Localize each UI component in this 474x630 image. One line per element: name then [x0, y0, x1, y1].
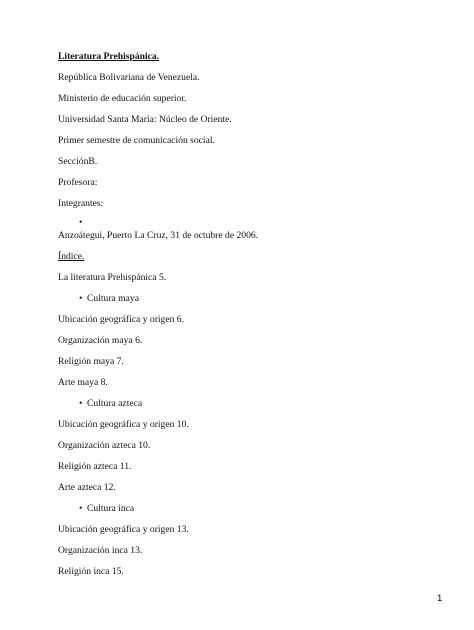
index-item-inca-religion: Religión inca 15. [58, 566, 124, 577]
index-item-azteca-art: Arte azteca 12. [58, 482, 116, 493]
index-heading: Índice. [58, 251, 85, 262]
index-item-azteca-location: Ubicación geográfica y origen 10. [58, 419, 189, 430]
university-line: Universidad Santa María: Núcleo de Oriente. [58, 114, 232, 125]
index-item-inca-organization: Organización inca 13. [58, 545, 143, 556]
index-bullet-azteca [79, 398, 142, 410]
bullet-dot: • [79, 503, 83, 514]
index-item-maya-organization: Organización maya 6. [58, 335, 143, 346]
index-item-azteca-religion: Religión azteca 11. [58, 461, 132, 472]
index-bullet-maya [79, 293, 139, 305]
bullet-dot: • [79, 398, 83, 409]
page-number: 1 [437, 593, 443, 604]
index-item-azteca: Cultura azteca [87, 398, 143, 409]
index-bullet-inca [79, 503, 134, 515]
bullet-dot: • [79, 293, 83, 304]
index-item-maya-art: Arte maya 8. [58, 377, 108, 388]
professor-line: Profesora: [58, 177, 98, 188]
index-item-intro: La literatura Prehispánica 5. [58, 272, 167, 283]
section-line: SecciónB. [58, 156, 98, 167]
index-item-maya-religion: Religión maya 7. [58, 356, 124, 367]
empty-bullet: • [79, 217, 83, 228]
index-item-maya: Cultura maya [87, 293, 139, 304]
republic-line: República Bolivariana de Venezuela. [58, 72, 200, 83]
index-item-maya-location: Ubicación geográfica y origen 6. [58, 314, 184, 325]
index-item-inca-location: Ubicación geográfica y origen 13. [58, 524, 189, 535]
ministry-line: Ministerio de educación superior. [58, 93, 187, 104]
members-line: Integrantes: [58, 198, 104, 209]
index-item-inca: Cultura inca [87, 503, 135, 514]
semester-line: Primer semestre de comunicación social. [58, 135, 215, 146]
place-date-line: Anzoátegui, Puerto La Cruz, 31 de octubre de 2006. [58, 230, 259, 241]
index-item-azteca-organization: Organización azteca 10. [58, 440, 151, 451]
document-title: Literatura Prehispánica. [58, 51, 160, 62]
